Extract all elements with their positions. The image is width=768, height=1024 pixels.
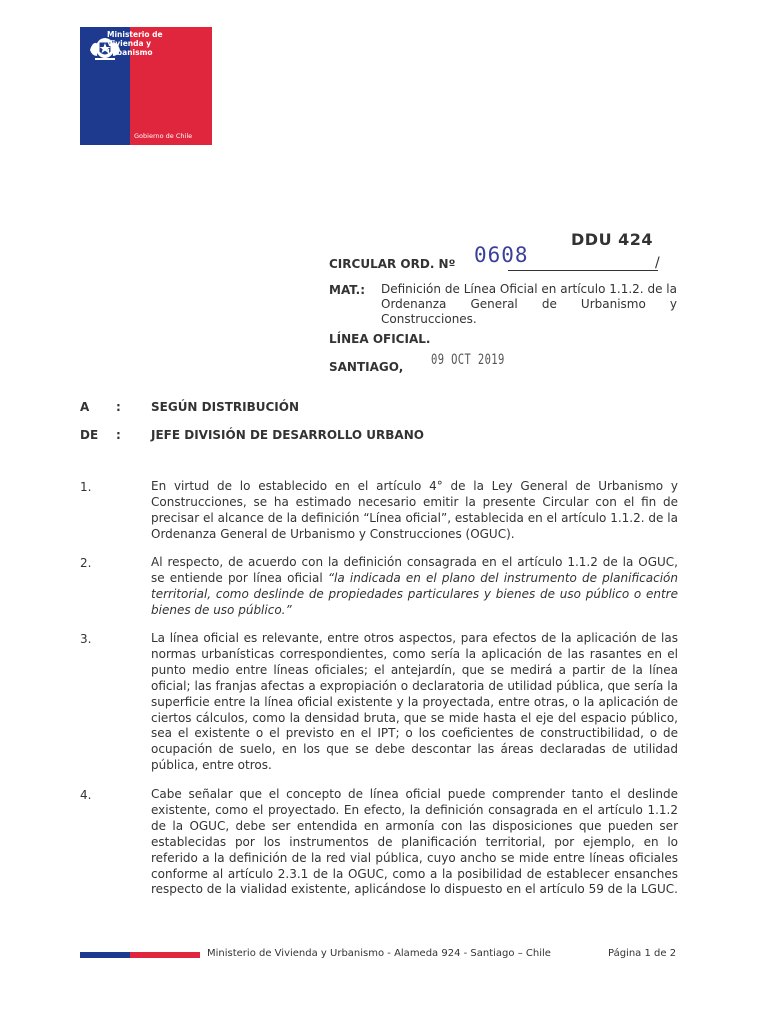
place-label: SANTIAGO, (329, 360, 404, 374)
circular-underline (508, 270, 658, 271)
logo-government-label: Gobierno de Chile (134, 132, 193, 140)
footer-bar-blue (80, 952, 130, 958)
from-separator: : (116, 428, 121, 442)
paragraph-number: 2. (80, 556, 92, 570)
from-value: JEFE DIVISIÓN DE DESARROLLO URBANO (151, 428, 424, 442)
keyword-label: LÍNEA OFICIAL. (329, 332, 431, 346)
paragraph-text: La línea oficial es relevante, entre otros aspectos, para efectos de la aplicación de las normas urbanísticas correspondientes, como sería la aplicación de las rasantes en el punto medio entre líneas oficiales; el antejardín, que se medirá a partir de la línea oficial; las franjas afectas a expropiación o declaratoria de utilidad pública, que sería la superficie entre la línea oficial existente y la proyectada, entre otras, o la aplicación de ciertos cálculos, como la densidad bruta, que se mide hasta el eje del espacio público, sea el existente o el previsto en el IPT; o los coeficientes de constructibilidad, o de ocupación de suelo, en los que se debe descontar las áreas declaradas de utilidad pública, entre otros. (151, 631, 678, 773)
logo-ministry-name (107, 30, 207, 57)
subject-label: MAT.: (329, 283, 366, 297)
from-label: DE (80, 428, 99, 442)
to-value: SEGÚN DISTRIBUCIÓN (151, 400, 300, 414)
logo-line: Urbanismo (107, 48, 153, 57)
subject-text: Definición de Línea Oficial en artículo 1.1.2. de la Ordenanza General de Urbanismo y Construcciones. (381, 282, 677, 326)
date-stamp: 09 OCT 2019 (431, 352, 505, 368)
footer-color-bar (80, 952, 200, 958)
document-code: DDU 424 (571, 230, 654, 249)
ministry-logo (80, 27, 212, 145)
to-separator: : (116, 400, 121, 414)
footer-address: Ministerio de Vivienda y Urbanismo - Alameda 924 - Santiago – Chile (207, 948, 551, 959)
paragraph-text: Cabe señalar que el concepto de línea oficial puede comprender tanto el deslinde existente, como el proyectado. En efecto, la definición consagrada en el artículo 1.1.2 de la OGUC, debe ser entendida en armonía con las disposiciones que pueden ser establecidas por los instrumentos de planificación territorial, por ejemplo, en lo referido a la definición de la red vial pública, cuyo ancho se mide entre líneas oficiales conforme al artículo 2.3.1 de la OGUC, como a la posibilidad de establecer ensanches respecto de la vialidad existente, aplicándose lo dispuesto en el artículo 59 de la LGUC. (151, 787, 678, 897)
paragraph-quote: “la indicada en el plano del instrumento de planificación territorial, como deslinde de propiedades particulares y bienes de uso público o entre bienes de uso público.” (151, 570, 678, 617)
paragraph-number: 4. (80, 788, 92, 802)
paragraph-number: 3. (80, 632, 92, 646)
paragraph-text: En virtud de lo establecido en el artículo 4° de la Ley General de Urbanismo y Construcciones, se ha estimado necesario emitir la presente Circular con el fin de precisar el alcance de la definición “Línea oficial”, establecida en el artículo 1.1.2. de la Ordenanza General de Urbanismo y Construcciones (OGUC). (151, 479, 678, 541)
circular-label: CIRCULAR ORD. Nº (329, 257, 456, 271)
circular-number-stamp: 0608 (474, 243, 529, 267)
footer-bar-red (130, 952, 200, 958)
to-label: A (80, 400, 90, 414)
page-indicator: Página 1 de 2 (608, 948, 677, 959)
paragraph-number: 1. (80, 480, 92, 494)
circular-slash: / (655, 255, 660, 271)
paragraph-body: Al respecto, de acuerdo con la definición consagrada en el artículo 1.1.2 de la OGUC, se entiende por línea oficial (151, 555, 678, 585)
logo-line: Ministerio de (107, 30, 163, 39)
logo-line: Vivienda y (107, 39, 152, 48)
paragraph-text (151, 555, 678, 619)
